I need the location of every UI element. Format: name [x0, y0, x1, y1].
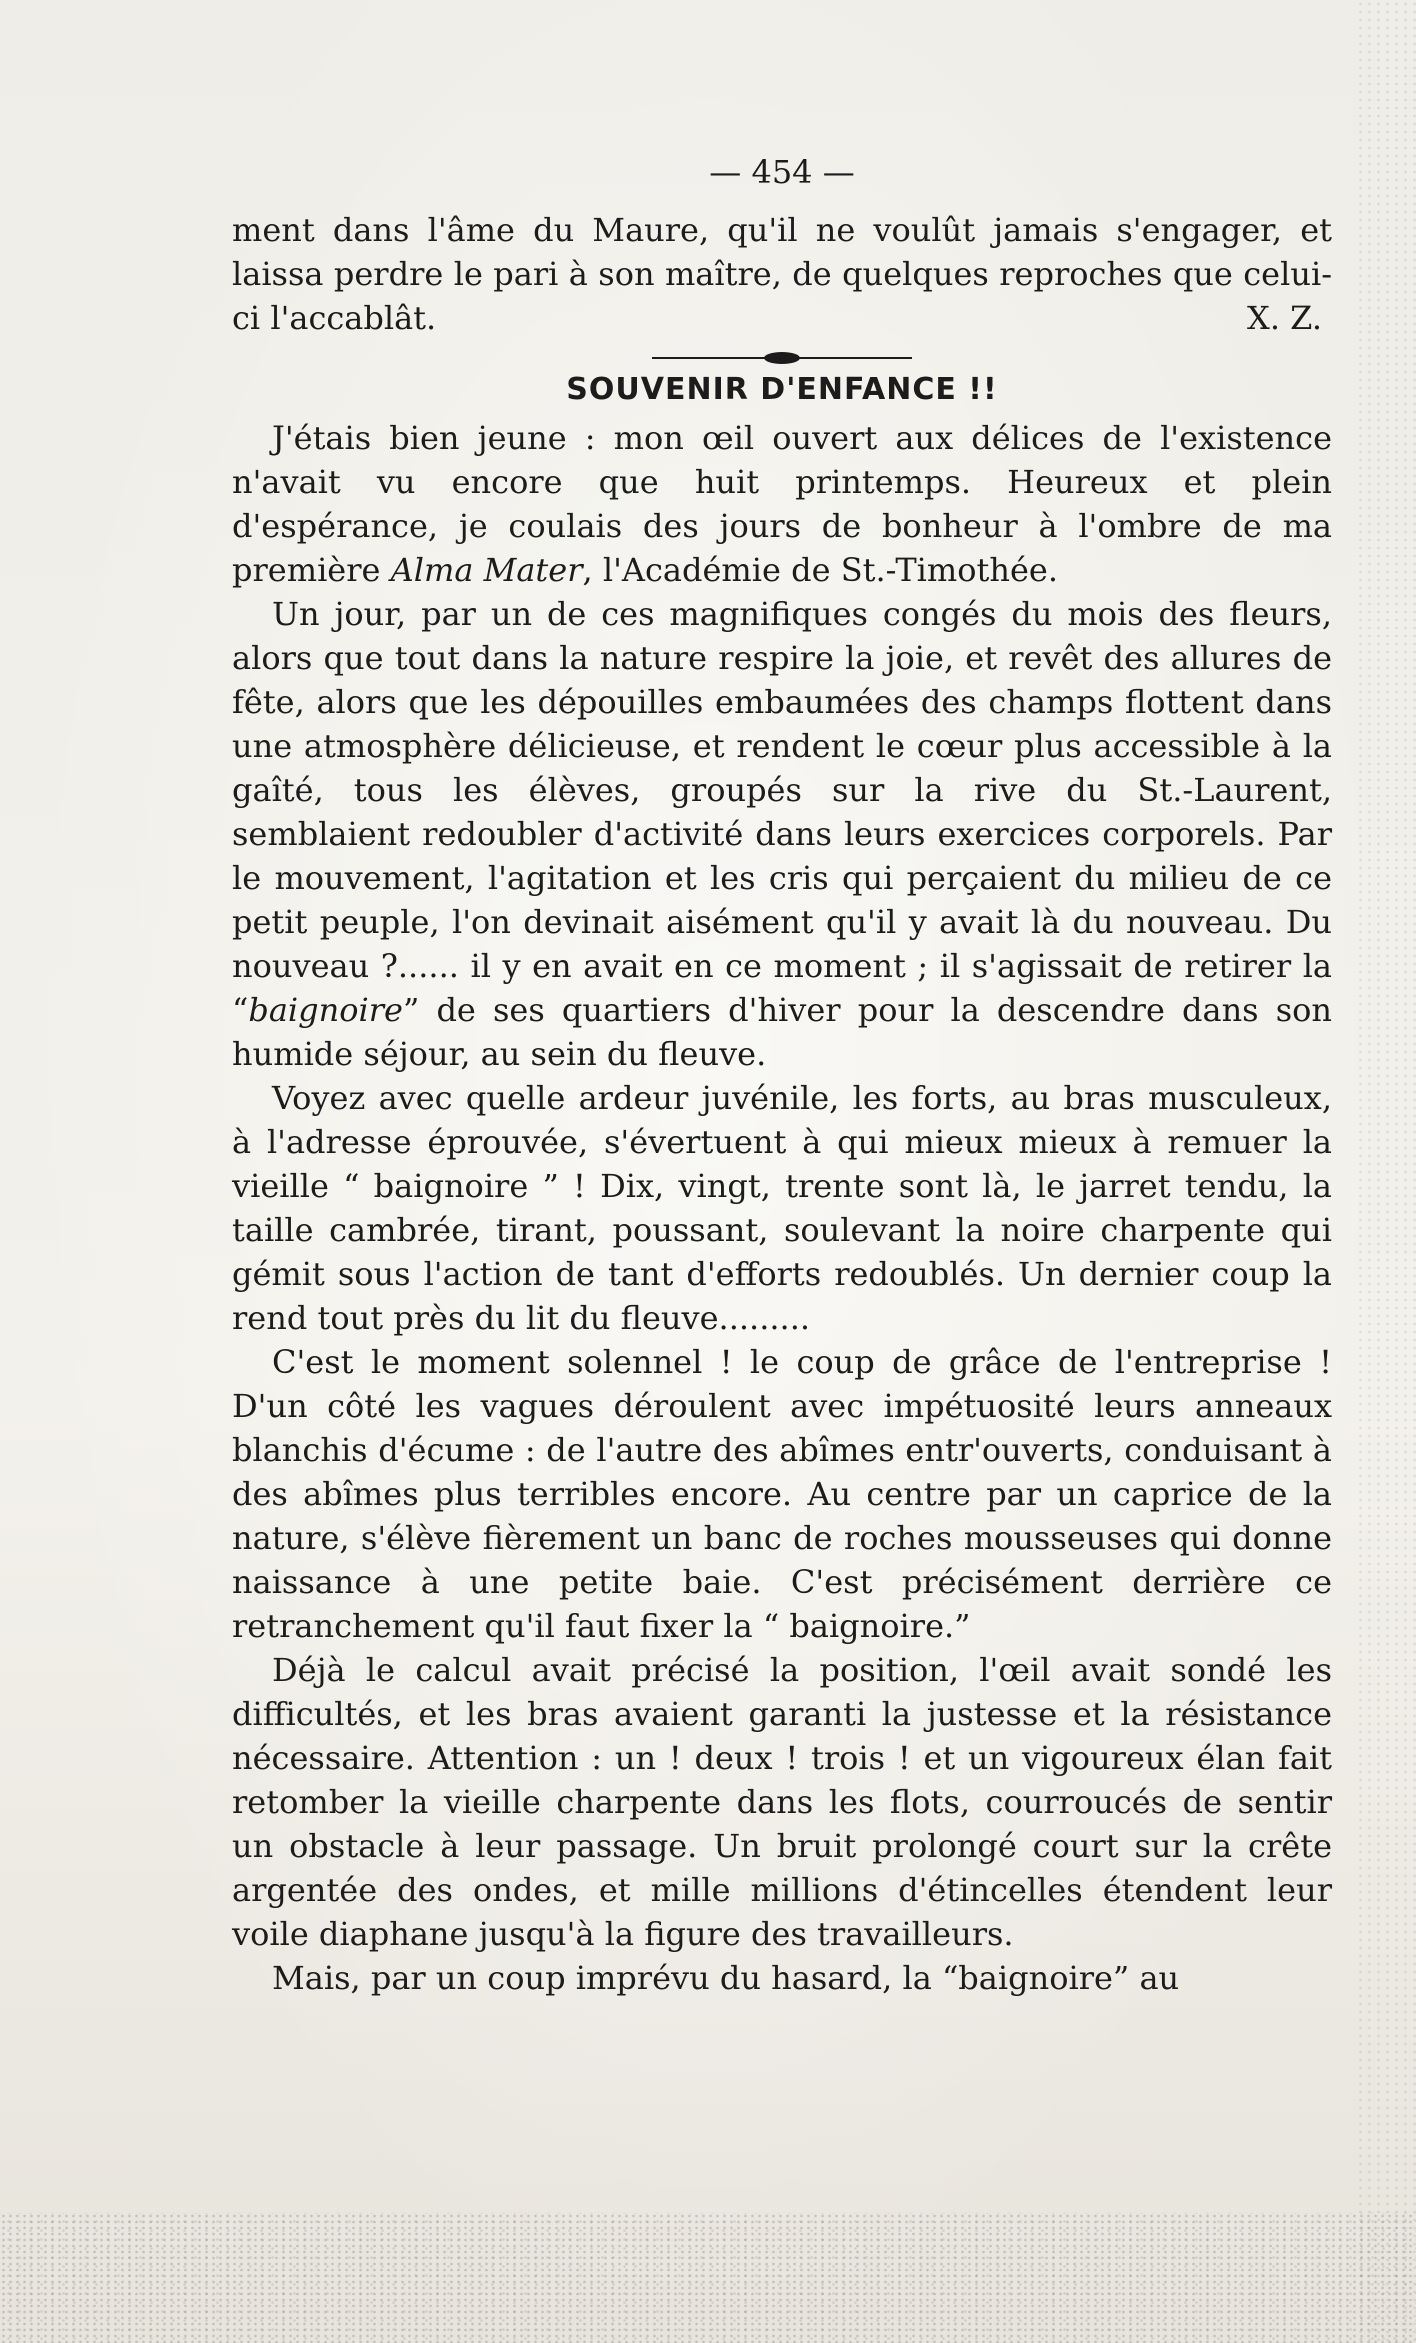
- article-paragraph-4: [232, 1340, 1332, 1648]
- paragraph-text: Mais, par un coup imprévu du hasard, la “baignoire” au: [272, 1959, 1180, 1997]
- article-paragraph-3: [232, 1076, 1332, 1340]
- paragraph-text: C'est le moment solennel ! le coup de grâce de l'entreprise ! D'un côté les vagues déroulent avec impétuosité leurs anneaux blanchis d'écume : de l'autre des abîmes entr'ouverts, conduisant à des abîmes plus terribles encore. Au centre par un caprice de la nature, s'élève fièrement un banc de roches mousseuses qui donne naissance à une petite baie. C'est précisément derrière ce retranchement qu'il faut fixer la “ baignoire.”: [232, 1343, 1332, 1645]
- article-paragraph-1: [232, 416, 1332, 592]
- paragraph-text: Déjà le calcul avait précisé la position, l'œil avait sondé les difficultés, et les bras avaient garanti la justesse et la résistance nécessaire. Attention : un ! deux ! trois ! et un vigoureux élan fait retomber la vieille charpente dans les flots, courroucés de sentir un obstacle à leur passage. Un bruit prolongé court sur la crête argentée des ondes, et mille millions d'étincelles étendent leur voile diaphane jusqu'à la figure des travailleurs.: [232, 1651, 1332, 1953]
- paragraph-text: ” de ses quartiers d'hiver pour la descendre dans son humide séjour, au sein du fleuve.: [232, 991, 1332, 1073]
- paragraph-text: Un jour, par un de ces magnifiques congés du mois des fleurs, alors que tout dans la nature respire la joie, et revêt des allures de fête, alors que les dépouilles embaumées des champs flottent dans une atmosphère délicieuse, et rendent le cœur plus accessible à la gaîté, tous les élèves, groupés sur la rive du St.-Laurent, semblaient redoubler d'activité dans leurs exercices corporels. Par le mouvement, l'agitation et les cris qui perçaient du milieu de ce petit peuple, l'on devinait aisément qu'il y avait là du nouveau. Du nouveau ?...... il y en avait en ce moment ; il s'agissait de retirer la “: [232, 595, 1332, 1029]
- paragraph-italic: Alma Mater: [390, 551, 583, 589]
- paragraph-text: J'étais bien jeune : mon œil ouvert aux délices de l'existence n'avait vu encore que huit printemps. Heureux et plein d'espérance, je coulais des jours de bonheur à l'ombre de ma première: [232, 419, 1332, 589]
- section-separator: [652, 348, 912, 366]
- scan-noise-bottom: [0, 2213, 1416, 2343]
- paragraph-italic: baignoire: [248, 991, 403, 1029]
- paragraph-text: , l'Académie de St.-Timothée.: [582, 551, 1059, 589]
- previous-article-closing: ment dans l'âme du Maure, qu'il ne voulût jamais s'engager, et laissa perdre le pari à son maître, de quelques reproches que celui-ci l'accablât.: [232, 211, 1332, 337]
- paragraph-text: Voyez avec quelle ardeur juvénile, les forts, au bras musculeux, à l'adresse éprouvée, s'évertuent à qui mieux mieux à remuer la vieille “ baignoire ” ! Dix, vingt, trente sont là, le jarret tendu, la taille cambrée, tirant, poussant, soulevant la noire charpente qui gémit sous l'action de tant d'efforts redoublés. Un dernier coup la rend tout près du lit du fleuve.........: [232, 1079, 1332, 1337]
- article-paragraph-2: [232, 592, 1332, 1076]
- page-number: — 454 —: [709, 153, 855, 191]
- article-title: SOUVENIR D'ENFANCE !!: [566, 372, 998, 407]
- article-paragraph-6: [232, 1956, 1332, 2000]
- scan-noise-right: [1356, 0, 1416, 2343]
- text-column: [232, 150, 1332, 2000]
- article-paragraph-5: [232, 1648, 1332, 1956]
- previous-article-signature: X. Z.: [1247, 299, 1322, 337]
